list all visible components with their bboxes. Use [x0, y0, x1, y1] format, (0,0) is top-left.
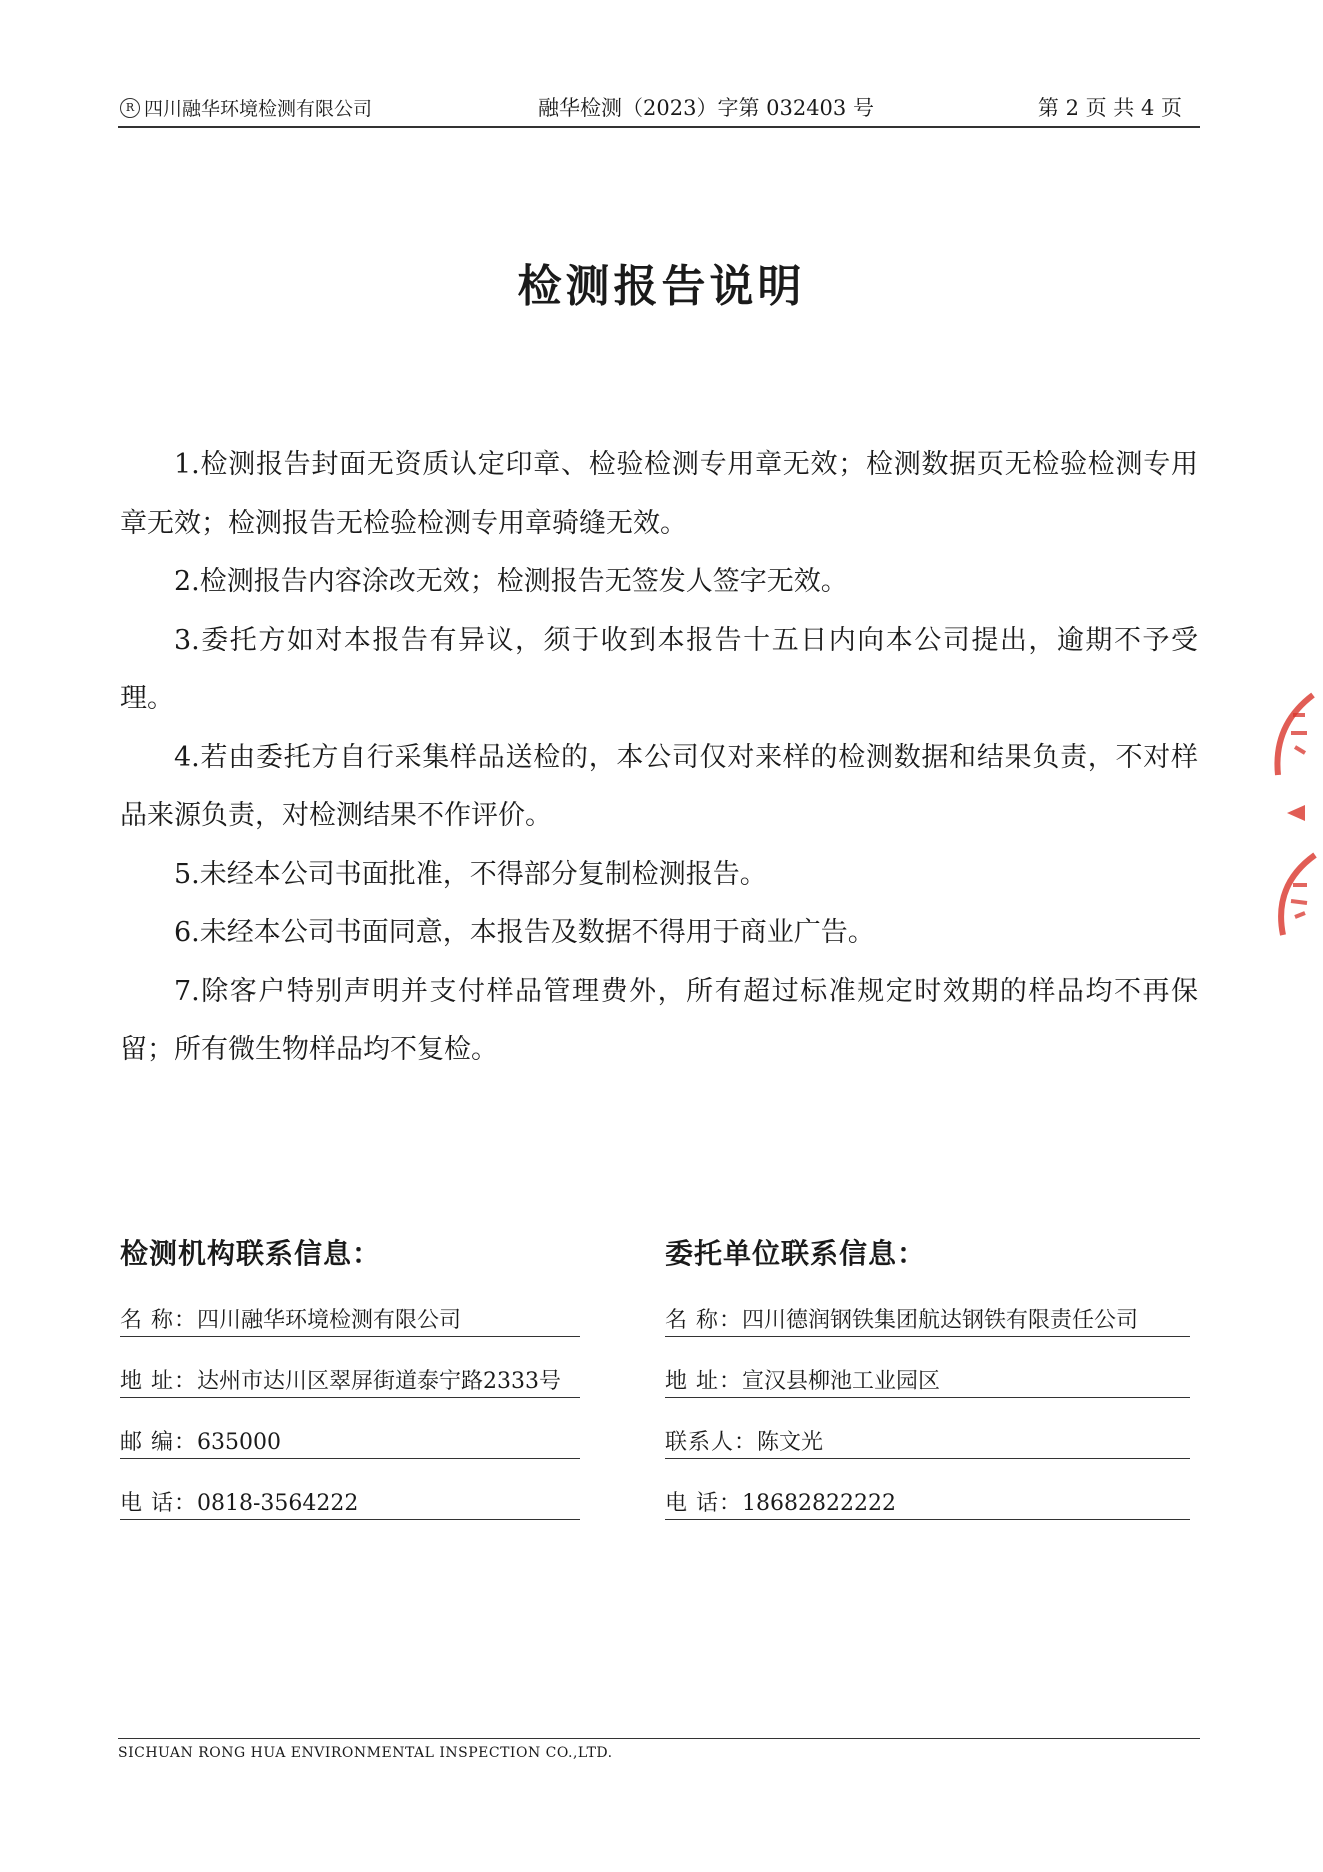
note-item: 6.未经本公司书面同意，本报告及数据不得用于商业广告。: [174, 917, 875, 948]
lab-name-value: 四川融华环境检测有限公司: [197, 1308, 462, 1333]
client-contact-person-value: 陈文光: [757, 1430, 824, 1455]
lab-postcode-value: 635000: [197, 1430, 281, 1455]
client-contact-heading: 委托单位联系信息：: [665, 1237, 927, 1270]
client-phone-label: 电 话：: [665, 1491, 742, 1516]
header-company: [120, 94, 372, 121]
header-company-name: 四川融华环境检测有限公司: [144, 98, 373, 120]
lab-address-label: 地 址：: [120, 1369, 197, 1394]
client-name-value: 四川德润钢铁集团航达钢铁有限责任公司: [742, 1308, 1139, 1333]
note-item: 2.检测报告内容涂改无效；检测报告无签发人签字无效。: [174, 566, 848, 597]
lab-address-row: [120, 1367, 580, 1398]
client-contact-section: [665, 1232, 1190, 1550]
company-logo-icon: R: [120, 98, 140, 118]
lab-postcode-label: 邮 编：: [120, 1430, 197, 1455]
page-info: 第 2 页 共 4 页: [1037, 96, 1182, 120]
client-address-row: [665, 1367, 1190, 1398]
client-phone-row: [665, 1489, 1190, 1520]
note-item: 4.若由委托方自行采集样品送检的，本公司仅对来样的检测数据和结果负责，不对样品来源负责，对检测结果不作评价。: [120, 741, 1198, 831]
lab-contact-section: [120, 1232, 580, 1550]
notes-section: [120, 436, 1198, 1080]
note-item: 5.未经本公司书面批准，不得部分复制检测报告。: [174, 858, 767, 890]
lab-phone-label: 电 话：: [120, 1491, 197, 1516]
lab-contact-heading: 检测机构联系信息：: [120, 1237, 382, 1270]
report-number: 融华检测（2023）字第 032403 号: [538, 96, 874, 120]
lab-phone-value: 0818-3564222: [197, 1491, 359, 1516]
lab-name-row: [120, 1306, 580, 1337]
client-name-row: [665, 1306, 1190, 1337]
note-item: 7.除客户特别声明并支付样品管理费外，所有超过标准规定时效期的样品均不再保留；所有微生物样品均不复检。: [120, 975, 1198, 1065]
client-name-label: 名 称：: [665, 1308, 742, 1333]
lab-address-value: 达州市达川区翠屏街道泰宁路2333号: [197, 1369, 561, 1394]
client-phone-value: 18682822222: [742, 1491, 896, 1516]
note-item: 3.委托方如对本报告有异议，须于收到本报告十五日内向本公司提出，逾期不予受理。: [120, 624, 1198, 714]
client-contact-person-row: [665, 1428, 1190, 1459]
page-header: [118, 92, 1200, 128]
client-address-value: 宣汉县柳池工业园区: [742, 1369, 941, 1394]
lab-name-label: 名 称：: [120, 1308, 197, 1333]
page-footer: SICHUAN RONG HUA ENVIRONMENTAL INSPECTION CO.,LTD.: [118, 1738, 1200, 1761]
document-title: 检测报告说明: [517, 261, 806, 312]
note-item: 1.检测报告封面无资质认定印章、检验检测专用章无效；检测数据页无检验检测专用章无效；检测报告无检验检测专用章骑缝无效。: [120, 449, 1198, 539]
client-address-label: 地 址：: [665, 1369, 742, 1394]
lab-phone-row: [120, 1489, 580, 1520]
partial-seal-stamp: [1243, 685, 1323, 945]
client-contact-person-label: 联系人：: [665, 1430, 758, 1455]
lab-postcode-row: [120, 1428, 580, 1459]
